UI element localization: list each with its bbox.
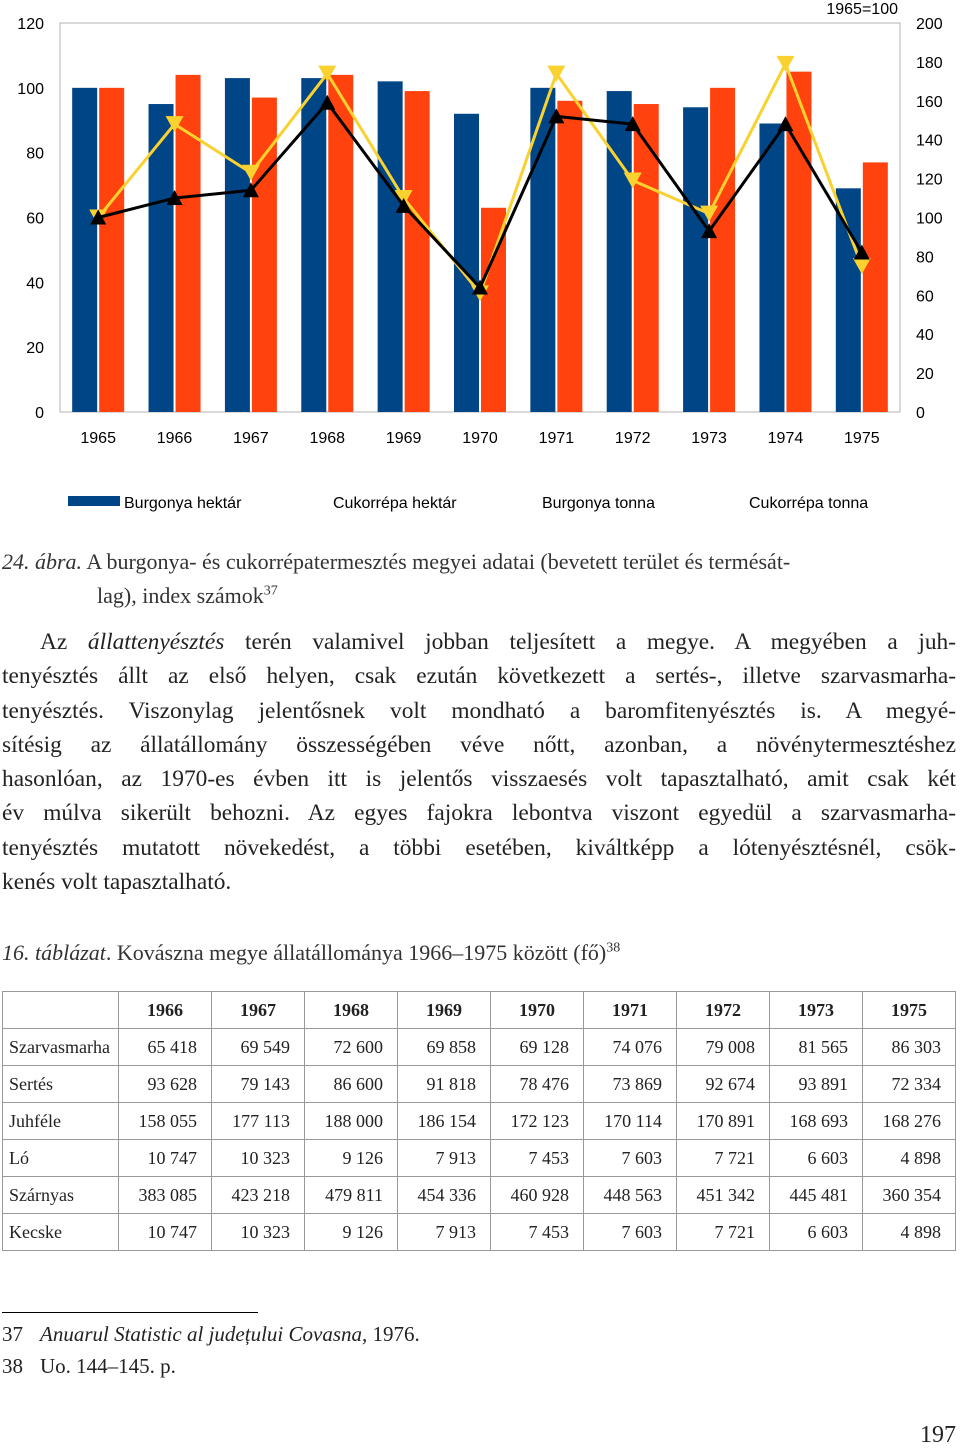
table-cell: 186 154 [397,1103,490,1140]
table-cell: 81 565 [769,1029,862,1066]
table-cell: 170 891 [676,1103,769,1140]
table-cell: 73 869 [583,1066,676,1103]
table-cell: 454 336 [397,1177,490,1214]
table-cell: 7 453 [490,1214,583,1251]
row-label: Szárnyas [3,1177,119,1214]
table-cell: 168 693 [769,1103,862,1140]
right-tick-label: 200 [916,16,943,33]
table-cell: 69 128 [490,1029,583,1066]
left-tick-label: 40 [26,275,44,293]
table-header-row [3,992,956,1029]
table-cell: 9 126 [304,1214,397,1251]
column-header: 1968 [304,992,397,1029]
bar-cukorrepa-hektar [710,88,735,412]
table-footnote-ref: 38 [606,940,621,956]
right-tick-label: 20 [916,366,934,384]
right-tick-label: 140 [916,132,943,150]
table-cell: 74 076 [583,1029,676,1066]
footnote-number: 38 [2,1354,23,1378]
bar-burgonya-hektar [683,107,708,412]
table-cell: 79 008 [676,1029,769,1066]
table-cell: 7 603 [583,1214,676,1251]
table-cell: 188 000 [304,1103,397,1140]
bar-burgonya-hektar [378,81,403,412]
left-tick-label: 100 [17,80,44,98]
figure-caption-line1: A burgonya- és cukorrépatermesztés megyei adatai (bevetett terület és termésát- [82,549,791,574]
right-tick-label: 180 [916,54,943,72]
table-cell: 168 276 [862,1103,955,1140]
right-tick-label: 40 [916,327,934,345]
livestock-table [2,991,956,1251]
body-line-8: kenés volt tapasztalható. [2,869,232,896]
table-cell: 79 143 [211,1066,304,1103]
row-label: Sertés [3,1066,119,1103]
figure-footnote-ref: 37 [263,583,278,599]
index-chart [0,0,960,530]
x-tick-label: 1970 [462,430,498,447]
column-header: 1970 [490,992,583,1029]
table-corner-cell [3,992,119,1029]
footnote-38 [2,1354,176,1379]
table-number: 16. táblázat [2,940,106,965]
body-line-2: tenyésztés állt az első helyen, csak ezután következett a sertés-, illetve szarvasmarha- [2,663,956,690]
right-tick-label: 120 [916,171,943,189]
left-tick-label: 60 [26,210,44,228]
legend-label: Cukorrépa hektár [333,495,457,512]
figure-number: 24. ábra. [2,549,83,574]
figure-caption-line2: lag), index számok [97,583,264,608]
row-label: Szarvasmarha [3,1029,119,1066]
right-tick-label: 80 [916,249,934,267]
table-cell: 4 898 [862,1214,955,1251]
table-row [3,1214,956,1251]
table-cell: 10 323 [211,1140,304,1177]
table-cell: 479 811 [304,1177,397,1214]
table-cell: 7 453 [490,1140,583,1177]
table-cell: 451 342 [676,1177,769,1214]
table-cell: 72 334 [862,1066,955,1103]
table-cell: 69 549 [211,1029,304,1066]
table-row [3,1066,956,1103]
table-cell: 91 818 [397,1066,490,1103]
bar-cukorrepa-hektar [328,75,353,412]
body-paragraph [2,625,956,899]
column-header: 1969 [397,992,490,1029]
right-tick-label: 160 [916,93,943,111]
left-tick-label: 0 [35,405,44,422]
column-header: 1967 [211,992,304,1029]
left-tick-label: 20 [26,340,44,358]
footnote-rule [2,1312,258,1313]
right-tick-label: 60 [916,288,934,306]
bar-burgonya-hektar [607,91,632,412]
right-tick-label: 0 [916,405,925,422]
table-cell: 7 913 [397,1140,490,1177]
x-tick-label: 1966 [156,430,193,447]
table-cell: 78 476 [490,1066,583,1103]
table-cell: 7 721 [676,1214,769,1251]
footnote-text: 1976. [367,1322,420,1346]
table-caption-text: . Kovászna megye állatállománya 1966–1975 között (fő) [105,940,607,965]
table-cell: 170 114 [583,1103,676,1140]
table-cell: 158 055 [118,1103,211,1140]
footnote-37 [2,1322,420,1347]
table-row [3,1103,956,1140]
bar-burgonya-hektar [72,88,97,412]
body-emphasis: állattenyésztés [87,629,225,655]
table-cell: 10 323 [211,1214,304,1251]
table-row [3,1140,956,1177]
table-cell: 7 913 [397,1214,490,1251]
table-cell: 69 858 [397,1029,490,1066]
table-caption [2,940,620,966]
bar-cukorrepa-hektar [634,104,659,412]
table-row [3,1029,956,1066]
table-cell: 6 603 [769,1140,862,1177]
table-cell: 7 603 [583,1140,676,1177]
table-cell: 360 354 [862,1177,955,1214]
table-cell: 445 481 [769,1177,862,1214]
bar-burgonya-hektar [759,123,784,412]
table-cell: 9 126 [304,1140,397,1177]
bar-burgonya-hektar [836,188,861,412]
body-line-6: év múlva sikerült behozni. Az egyes fajokra lebontva viszont egyedül a szarvasmarha- [2,800,956,827]
table-cell: 86 303 [862,1029,955,1066]
bar-burgonya-hektar [225,78,250,412]
legend-swatch [68,496,120,506]
x-tick-label: 1975 [844,430,880,447]
footnote-number: 37 [2,1322,23,1346]
body-line-3: tenyésztés. Viszonylag jelentősnek volt mondható a baromfitenyésztés is. A megyé- [2,697,956,724]
body-line-1a: Az [40,629,88,655]
bar-cukorrepa-hektar [405,91,430,412]
left-tick-label: 80 [26,145,44,163]
table-cell: 172 123 [490,1103,583,1140]
body-line-1b: terén valamivel jobban teljesített a megye. A megyében a juh- [224,629,957,655]
legend-label: Burgonya hektár [124,495,242,512]
marker-burgonya-tonna [547,66,565,82]
legend-label: Burgonya tonna [542,495,655,512]
figure-caption [2,545,932,613]
legend-label: Cukorrépa tonna [749,495,869,512]
x-tick-label: 1972 [614,430,651,447]
body-line-5: hasonlóan, az 1970-es évben itt is jelentős visszaesés volt tapasztalható, amit csak két [2,766,956,793]
marker-burgonya-tonna [776,56,794,72]
column-header: 1971 [583,992,676,1029]
table-cell: 93 628 [118,1066,211,1103]
x-tick-label: 1968 [309,430,346,447]
footnote-source: Anuarul Statistic al județului Covasna, [40,1322,368,1346]
table-cell: 65 418 [118,1029,211,1066]
table-cell: 72 600 [304,1029,397,1066]
right-tick-label: 100 [916,210,943,228]
row-label: Kecske [3,1214,119,1251]
x-tick-label: 1973 [691,430,727,447]
body-line-7: tenyésztés mutatott növekedést, a többi esetében, kiváltképp a lótenyésztésnél, csök- [2,834,956,861]
column-header: 1972 [676,992,769,1029]
table-cell: 7 721 [676,1140,769,1177]
x-tick-label: 1965 [80,430,116,447]
x-tick-label: 1967 [233,430,269,447]
right-axis-note: 1965=100 [826,1,898,18]
column-header: 1975 [862,992,955,1029]
body-line-4: sítésig az állatállomány összességében véve nőtt, azonban, a növénytermesztéshez [2,731,956,758]
table-cell: 383 085 [118,1177,211,1214]
x-tick-label: 1971 [538,430,575,447]
bar-cukorrepa-hektar [99,88,124,412]
x-tick-label: 1969 [385,430,422,447]
table-cell: 93 891 [769,1066,862,1103]
table-cell: 448 563 [583,1177,676,1214]
footnote-text: Uo. 144–145. p. [40,1354,176,1378]
column-header: 1966 [118,992,211,1029]
table-row [3,1177,956,1214]
column-header: 1973 [769,992,862,1029]
table-cell: 92 674 [676,1066,769,1103]
page-number: 197 [920,1422,956,1448]
table-cell: 6 603 [769,1214,862,1251]
table-cell: 4 898 [862,1140,955,1177]
x-tick-label: 1974 [767,430,804,447]
bar-cukorrepa-hektar [557,101,582,412]
table-cell: 423 218 [211,1177,304,1214]
line-cukorrepa-tonna [98,103,862,288]
table-cell: 10 747 [118,1140,211,1177]
table-cell: 460 928 [490,1177,583,1214]
row-label: Juhféle [3,1103,119,1140]
table-cell: 177 113 [211,1103,304,1140]
left-tick-label: 120 [17,16,44,33]
table-cell: 10 747 [118,1214,211,1251]
row-label: Ló [3,1140,119,1177]
bar-cukorrepa-hektar [863,162,888,412]
table-cell: 86 600 [304,1066,397,1103]
